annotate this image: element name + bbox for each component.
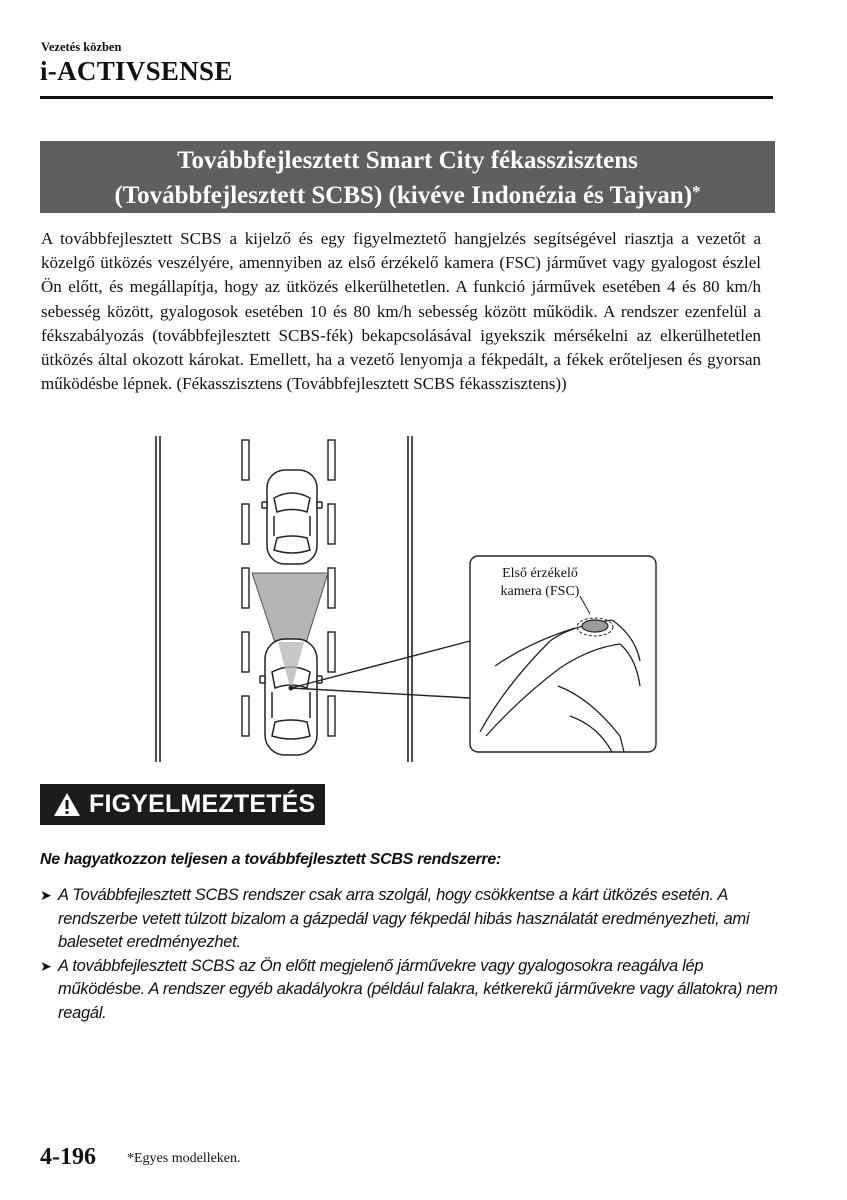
warning-bullet-list — [40, 884, 780, 1025]
front-vehicle — [262, 470, 322, 564]
page-number: 4-196 — [40, 1144, 96, 1170]
callout-line-bottom — [291, 688, 470, 698]
footnote: *Egyes modelleken. — [127, 1151, 241, 1166]
warning-bullet — [40, 884, 780, 955]
callout-label-line2: kamera (FSC) — [500, 584, 580, 599]
section-title-line2-text: (Továbbfejlesztett SCBS) (kivéve Indonézia és Tajvan) — [114, 182, 693, 209]
warning-bullet-text: A továbbfejlesztett SCBS az Ön előtt megjelenő járművekre vagy gyalogosokra reagálva lép működésbe. A rendszer egyéb akadályokra (például falakra, kétkerekű járművekre vagy állatokra) nem reagál. — [58, 956, 778, 1022]
section-title-line1: Továbbfejlesztett Smart City fékasszisztens — [177, 147, 638, 174]
warning-bullet-text: A Továbbfejlesztett SCBS rendszer csak arra szolgál, hogy csökkentse a kárt ütközés esetén. A rendszerbe vetett túlzott bizalom a gázpedál vagy fékpedál hibás használatát eredményezheti, ami balesetet eredményezhet. — [58, 886, 750, 951]
description-paragraph: A továbbfejlesztett SCBS a kijelző és egy figyelmeztető hangjelzés segítségével riasztja a vezetőt a közelgő ütközés veszélyére, amennyiben az első érzékelő kamera (FSC) járművet vagy gyalogost észlel Ön előtt, és megállapítja, hogy az ütközés elkerülhetetlen. A funkció járművek esetében 4 és 80 km/h sebesség között, gyalogosok esetében 10 és 80 km/h sebesség között működik. A rendszer ezenfelül a fékszabályozás (továbbfejlesztett SCBS-fék) bekapcsolásával igyekszik mérsékelni az elkerülhetetlen ütközés által okozott károkat. Emellett, ha a vezető lenyomja a fékpedált, a fékek erőteljesen és gyorsan működésbe lépnek. (Fékasszisztens (Továbbfejlesztett SCBS fékasszisztens)) — [41, 229, 761, 394]
section-title-line2 — [40, 178, 775, 213]
camera-unit — [582, 620, 608, 632]
bullet-arrow-icon: ➤ — [40, 887, 52, 903]
warning-heading: Ne hagyatkozzon teljesen a továbbfejlesztett SCBS rendszerre: — [40, 851, 501, 868]
warning-banner — [40, 784, 325, 825]
callout-label-line1: Első érzékelő — [502, 566, 578, 581]
warning-bullet — [40, 955, 780, 1026]
fsc-illustration — [150, 436, 670, 766]
footnote-marker: * — [692, 182, 701, 201]
fsc-diagram-svg — [150, 436, 670, 766]
header-divider — [40, 96, 773, 99]
chapter-title: i-ACTIVSENSE — [40, 56, 233, 86]
bullet-arrow-icon: ➤ — [40, 957, 52, 974]
warning-triangle-icon — [53, 792, 81, 817]
section-title-box — [40, 141, 775, 213]
section-label: Vezetés közben — [41, 40, 122, 54]
warning-label: FIGYELMEZTETÉS — [89, 790, 316, 818]
callout-line-top — [291, 641, 470, 688]
